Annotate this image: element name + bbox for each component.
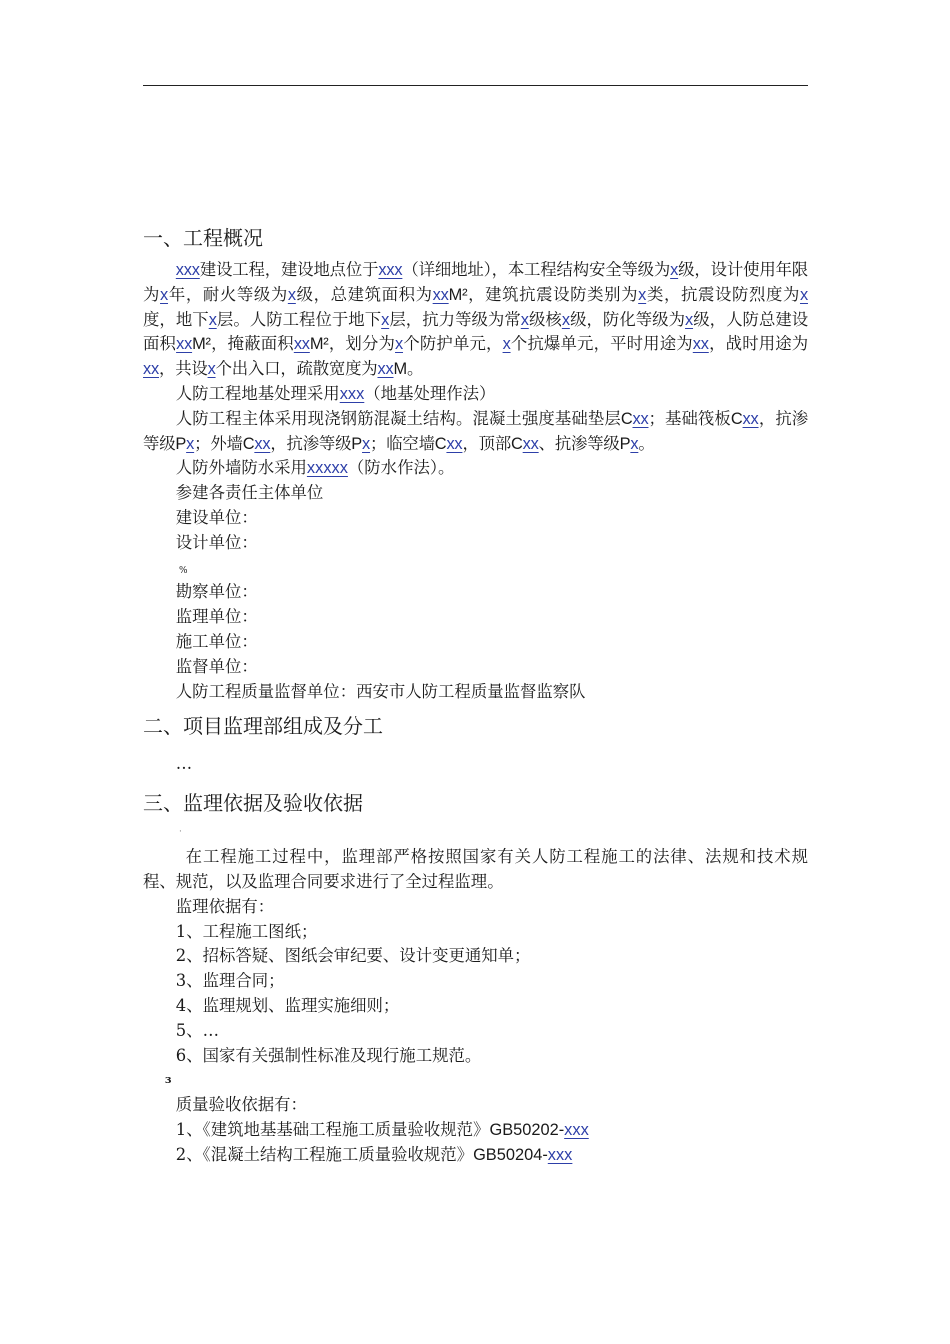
text-run: 级，总建筑面积为 — [295, 284, 433, 304]
text-run: ，战时用途为 — [708, 334, 808, 354]
placeholder-value: x — [630, 434, 639, 453]
supervision-item: 2、招标答疑、图纸会审纪要、设计变更通知单； — [175, 946, 531, 966]
text-run: GB50204- — [473, 1145, 548, 1164]
acceptance-list — [143, 1118, 808, 1168]
placeholder-value: xxx — [378, 261, 403, 279]
text-run: 个抗爆单元，平时用途为 — [510, 334, 693, 354]
placeholder-value: x — [395, 335, 404, 354]
placeholder-value: x — [208, 310, 217, 329]
placeholder-value: x — [160, 285, 169, 304]
text-run: 层，抗力等级为常 — [389, 309, 521, 329]
text-run: C — [730, 409, 743, 428]
unit-design: 设计单位： — [175, 532, 258, 552]
text-run: ；临空墙 — [370, 433, 435, 453]
text-run: 。 — [406, 359, 424, 379]
supervision-list — [143, 920, 808, 1069]
text-run: 1、《建筑地基基础工程施工质量验收规范》 — [175, 1119, 490, 1139]
placeholder-value: x — [207, 360, 216, 379]
acceptance-heading: 质量验收依据有： — [175, 1095, 307, 1115]
placeholder-value: xx — [293, 335, 310, 354]
document-body — [143, 224, 808, 1168]
placeholder-value: x — [685, 310, 694, 329]
acceptance-item — [143, 1118, 808, 1143]
placeholder-value: x — [561, 310, 570, 329]
text-run: 建设工程，建设地点位于 — [199, 260, 379, 279]
placeholder-value: xx — [176, 335, 193, 354]
placeholder-value: xxx — [175, 261, 200, 279]
text-run: 人防外墙防水采用 — [175, 458, 307, 478]
unit-oversee: 监督单位： — [175, 656, 258, 676]
text-run: M² — [309, 335, 329, 354]
placeholder-value: xxxxx — [306, 459, 348, 478]
placeholder-value: x — [799, 285, 808, 304]
text-run: 年，耐火等级为 — [168, 284, 288, 304]
supervision-item: 3、监理合同； — [175, 971, 285, 991]
unit-quality: 人防工程质量监督单位：西安市人防工程质量监督监察队 — [175, 681, 586, 701]
unit-construct: 施工单位： — [175, 631, 258, 651]
header-rule — [143, 85, 808, 86]
text-run: ；基础筏板 — [648, 408, 731, 428]
placeholder-value: xx — [692, 335, 709, 354]
text-run: 、抗渗等级 — [538, 433, 620, 453]
text-run: ，划分为 — [328, 334, 396, 354]
placeholder-value: xx — [143, 360, 159, 379]
supervision-item: 4、监理规划、监理实施细则； — [175, 995, 400, 1015]
text-run: C — [620, 409, 633, 428]
text-run: P — [351, 434, 363, 453]
text-run: 级，防化等级为 — [569, 309, 686, 329]
text-run: （地基处理作法） — [364, 383, 496, 403]
text-run: M² — [448, 285, 468, 304]
supervision-item: 6、国家有关强制性标准及现行施工规范。 — [175, 1045, 482, 1065]
placeholder-value: x — [186, 434, 195, 453]
section-2-body: … — [175, 754, 193, 774]
placeholder-value: xx — [377, 360, 394, 379]
structure-paragraph — [143, 407, 808, 457]
text-run: ，抗渗等级 — [143, 408, 808, 453]
unit-build: 建设单位： — [175, 507, 258, 527]
unit-survey: 勘察单位： — [175, 582, 258, 602]
text-run: 人防工程地基处理采用 — [175, 383, 340, 403]
foundation-paragraph — [143, 382, 808, 407]
section-1-title: 一、工程概况 — [143, 226, 263, 250]
placeholder-value: xx — [632, 409, 649, 428]
text-run: 个防护单元， — [403, 334, 503, 354]
text-run: ；外墙 — [194, 433, 243, 453]
text-run: C — [242, 434, 255, 453]
placeholder-value: x — [670, 261, 679, 279]
text-run: 级，设计使用年限为 — [143, 260, 808, 304]
text-run: 度，地下 — [143, 309, 209, 329]
text-run: M² — [192, 335, 211, 354]
placeholder-value: x — [362, 434, 371, 453]
text-run: C — [434, 434, 447, 453]
basis-intro: 在工程施工过程中，监理部严格按照国家有关人防工程施工的法律、法规和技术规程、规范，以及监理合同要求进行了全过程监理。 — [143, 847, 808, 891]
supervision-item: 1、工程施工图纸； — [175, 921, 318, 941]
placeholder-value: x — [287, 285, 296, 304]
placeholder-value: xx — [254, 434, 271, 453]
placeholder-value: xxx — [339, 384, 365, 403]
acceptance-item — [143, 1143, 808, 1168]
placeholder-value: x — [381, 310, 390, 329]
text-run: P — [175, 434, 187, 453]
placeholder-value: xx — [432, 285, 449, 304]
placeholder-value: x — [520, 310, 529, 329]
text-run: C — [511, 434, 523, 453]
unit-supervise: 监理单位： — [175, 607, 258, 627]
section-2-title: 二、项目监理部组成及分工 — [143, 714, 383, 739]
placeholder-value: xx — [446, 434, 463, 453]
stray-dot: · — [179, 827, 182, 838]
units-heading: 参建各责任主体单位 — [175, 483, 324, 503]
supervision-item: 5、… — [175, 1020, 220, 1040]
placeholder-value: xxx — [547, 1145, 573, 1164]
text-run: 2、《混凝土结构工程施工质量验收规范》 — [175, 1144, 474, 1164]
text-run: 个出入口，疏散宽度为 — [215, 359, 378, 379]
text-run: 级核 — [528, 309, 562, 329]
waterproof-paragraph — [143, 456, 808, 481]
section-3-title: 三、监理依据及验收依据 — [143, 791, 363, 816]
placeholder-value: xxx — [564, 1120, 589, 1139]
text-run: 层。人防工程位于地下 — [216, 309, 382, 329]
text-run: 人防工程主体采用现浇钢筋混凝土结构。混凝土强度基础垫层 — [175, 408, 621, 428]
text-run: ，顶部 — [462, 433, 512, 453]
text-run: ，建筑抗震设防类别为 — [467, 284, 639, 304]
text-run: P — [619, 434, 631, 453]
text-run: （防水作法）。 — [347, 458, 455, 478]
text-run: 级，人防总建设面积 — [143, 309, 808, 354]
text-run: M — [393, 360, 407, 379]
placeholder-value: xx — [522, 434, 539, 453]
stray-mark-2: ɜ — [165, 1073, 172, 1087]
text-run: GB50202- — [489, 1120, 565, 1139]
placeholder-value: x — [502, 335, 511, 354]
text-run: 类，抗震设防烈度为 — [646, 284, 800, 304]
text-run: 。 — [638, 433, 655, 453]
overview-paragraph — [143, 258, 808, 382]
placeholder-value: xx — [742, 409, 759, 428]
supervision-heading: 监理依据有： — [175, 896, 275, 916]
text-run: ，掩蔽面积 — [210, 334, 294, 354]
text-run: （详细地址），本工程结构安全等级为 — [402, 260, 671, 279]
text-run: ，抗渗等级 — [270, 433, 352, 453]
stray-mark: % — [179, 565, 188, 576]
placeholder-value: x — [638, 285, 647, 304]
text-run: ，共设 — [159, 359, 208, 379]
